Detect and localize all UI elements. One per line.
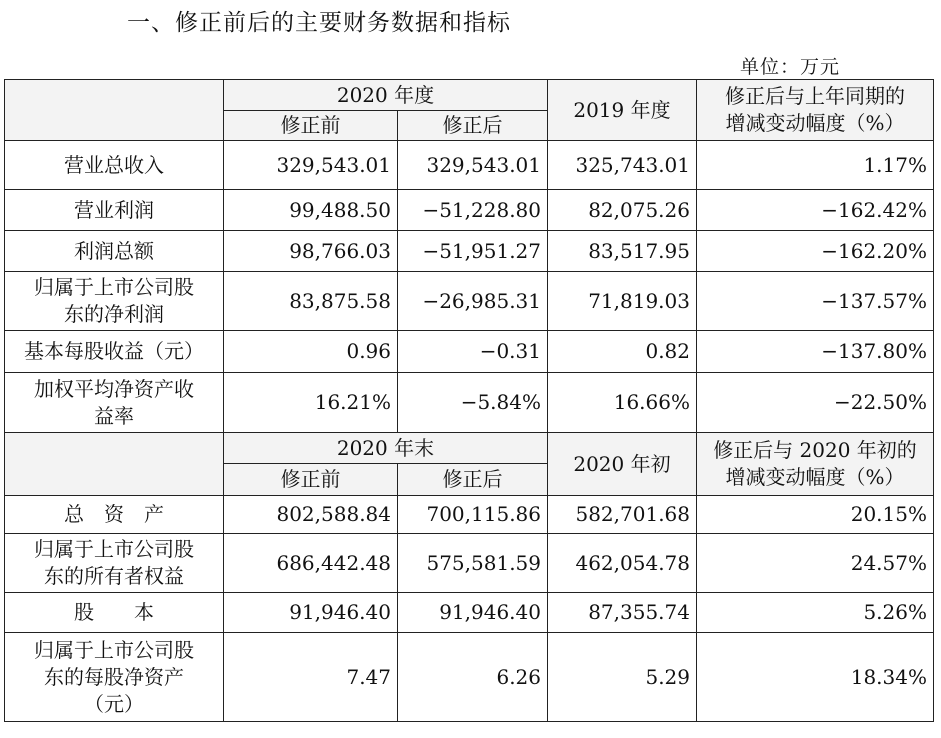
value-prior — [548, 496, 697, 534]
row-label-line: 股 本 — [74, 600, 154, 624]
cell-value: −22.50% — [833, 390, 927, 414]
value-change — [697, 534, 934, 593]
value-prior — [548, 272, 697, 331]
cell-value: 99,488.50 — [289, 197, 391, 222]
cell-value: 16.66% — [613, 390, 690, 414]
row-label-line: 基本每股收益（元） — [24, 339, 204, 363]
prior-period-header — [548, 80, 697, 141]
prior-period-label: 2019 年度 — [573, 97, 671, 122]
change-header-line: 增减变动幅度（%） — [725, 111, 905, 135]
after-label: 修正后 — [442, 113, 503, 137]
value-change — [697, 141, 934, 190]
period-label: 2020 年度 — [336, 82, 435, 107]
section-title: 一、修正前后的主要财务数据和指标 — [127, 10, 511, 36]
cell-value: 71,819.03 — [588, 288, 690, 313]
cell-value: 0.96 — [346, 339, 391, 363]
cell-value: 83,517.95 — [588, 238, 690, 263]
table-row — [5, 534, 934, 593]
change-header-line: 修正后与 2020 年初的 — [713, 438, 917, 462]
cell-value: −51,228.80 — [422, 197, 541, 222]
cell-value: −137.80% — [821, 339, 927, 363]
value-change — [697, 593, 934, 633]
cell-value: −5.84% — [460, 390, 541, 414]
value-prior — [548, 593, 697, 633]
cell-value: 87,355.74 — [588, 600, 690, 624]
value-change — [697, 373, 934, 433]
value-before — [224, 190, 398, 231]
header-blank-cell — [5, 80, 224, 141]
cell-value: −51,951.27 — [422, 238, 541, 263]
value-prior — [548, 633, 697, 722]
value-change — [697, 496, 934, 534]
row-label-line: 营业总收入 — [64, 152, 164, 177]
row-label-line: 东的每股净资产 — [44, 664, 184, 689]
value-change — [697, 231, 934, 272]
value-after — [398, 373, 548, 433]
cell-value: 16.21% — [314, 390, 391, 414]
row-label — [5, 331, 224, 373]
value-after — [398, 633, 548, 722]
cell-value: 575,581.59 — [426, 550, 541, 575]
table-row — [5, 190, 934, 231]
cell-value: 98,766.03 — [289, 238, 391, 263]
value-after — [398, 593, 548, 633]
table-row — [5, 593, 934, 633]
cell-value: 91,946.40 — [439, 600, 541, 624]
change-header — [697, 433, 934, 496]
row-label-line: 加权平均净资产收 — [34, 376, 194, 401]
cell-value: 6.26 — [496, 664, 541, 689]
row-label-line: 归属于上市公司股 — [34, 537, 194, 561]
row-label — [5, 534, 224, 593]
value-prior — [548, 231, 697, 272]
value-before — [224, 496, 398, 534]
row-label — [5, 633, 224, 722]
after-label: 修正后 — [442, 467, 503, 491]
prior-period-header — [548, 433, 697, 496]
before-label: 修正前 — [280, 113, 341, 137]
value-after — [398, 496, 548, 534]
table-row — [5, 633, 934, 722]
financial-data-table — [4, 79, 934, 722]
row-label-line: 益率 — [94, 403, 134, 428]
table-row — [5, 373, 934, 433]
value-after — [398, 331, 548, 373]
row-label — [5, 496, 224, 534]
change-header — [697, 80, 934, 141]
change-header-line: 修正后与上年同期的 — [725, 84, 905, 108]
cell-value: 82,075.26 — [588, 197, 690, 222]
value-after — [398, 272, 548, 331]
row-label — [5, 141, 224, 190]
value-change — [697, 190, 934, 231]
value-before — [224, 373, 398, 433]
after-header — [398, 464, 548, 496]
row-label-line: 东的净利润 — [64, 302, 164, 326]
value-after — [398, 231, 548, 272]
value-after — [398, 141, 548, 190]
row-label — [5, 373, 224, 433]
cell-value: 686,442.48 — [276, 550, 391, 575]
value-before — [224, 331, 398, 373]
cell-value: 5.26% — [863, 600, 927, 624]
cell-value: 1.17% — [863, 152, 927, 177]
header-blank-cell — [5, 433, 224, 496]
prior-period-label: 2020 年初 — [573, 451, 671, 476]
value-prior — [548, 190, 697, 231]
table-row — [5, 272, 934, 331]
value-prior — [548, 141, 697, 190]
cell-value: 582,701.68 — [575, 502, 690, 526]
row-label-line: 营业利润 — [74, 197, 154, 222]
before-header — [224, 111, 398, 141]
cell-value: 5.29 — [645, 664, 690, 689]
cell-value: −26,985.31 — [422, 288, 541, 313]
value-after — [398, 534, 548, 593]
cell-value: 462,054.78 — [575, 550, 690, 575]
after-header — [398, 111, 548, 141]
cell-value: 329,543.01 — [276, 152, 391, 177]
cell-value: 20.15% — [850, 502, 927, 526]
value-after — [398, 190, 548, 231]
header-row — [5, 433, 934, 464]
cell-value: −137.57% — [821, 288, 927, 313]
row-label-line: 归属于上市公司股 — [34, 275, 194, 299]
cell-value: 0.82 — [645, 339, 690, 363]
table-row — [5, 331, 934, 373]
change-header-line: 增减变动幅度（%） — [725, 465, 905, 489]
before-header — [224, 464, 398, 496]
header-row — [5, 80, 934, 111]
before-label: 修正前 — [280, 467, 341, 491]
cell-value: 329,543.01 — [426, 152, 541, 177]
row-label-line: 东的所有者权益 — [44, 564, 184, 588]
cell-value: 18.34% — [850, 664, 927, 689]
table-row — [5, 231, 934, 272]
period-label: 2020 年末 — [336, 435, 435, 460]
row-label-line: （元） — [84, 691, 144, 716]
row-label-line: 总 资 产 — [64, 502, 164, 526]
cell-value: −0.31 — [479, 339, 541, 363]
value-change — [697, 331, 934, 373]
cell-value: 91,946.40 — [289, 600, 391, 624]
cell-value: −162.42% — [821, 197, 927, 222]
cell-value: 7.47 — [346, 664, 391, 689]
value-before — [224, 633, 398, 722]
cell-value: 700,115.86 — [426, 502, 541, 526]
unit-label: 单位：万元 — [740, 56, 841, 78]
cell-value: 325,743.01 — [575, 152, 690, 177]
cell-value: 83,875.58 — [289, 288, 391, 313]
value-prior — [548, 331, 697, 373]
cell-value: 802,588.84 — [276, 502, 391, 526]
value-change — [697, 272, 934, 331]
row-label — [5, 593, 224, 633]
cell-value: −162.20% — [821, 238, 927, 263]
row-label — [5, 231, 224, 272]
value-before — [224, 593, 398, 633]
table-row — [5, 496, 934, 534]
value-before — [224, 534, 398, 593]
value-before — [224, 231, 398, 272]
row-label — [5, 190, 224, 231]
row-label-line: 利润总额 — [74, 238, 154, 263]
value-change — [697, 633, 934, 722]
value-before — [224, 272, 398, 331]
row-label-line: 归属于上市公司股 — [34, 637, 194, 662]
table-row — [5, 141, 934, 190]
row-label — [5, 272, 224, 331]
period-header — [224, 433, 548, 464]
value-prior — [548, 373, 697, 433]
period-header — [224, 80, 548, 111]
cell-value: 24.57% — [850, 550, 927, 575]
value-prior — [548, 534, 697, 593]
value-before — [224, 141, 398, 190]
